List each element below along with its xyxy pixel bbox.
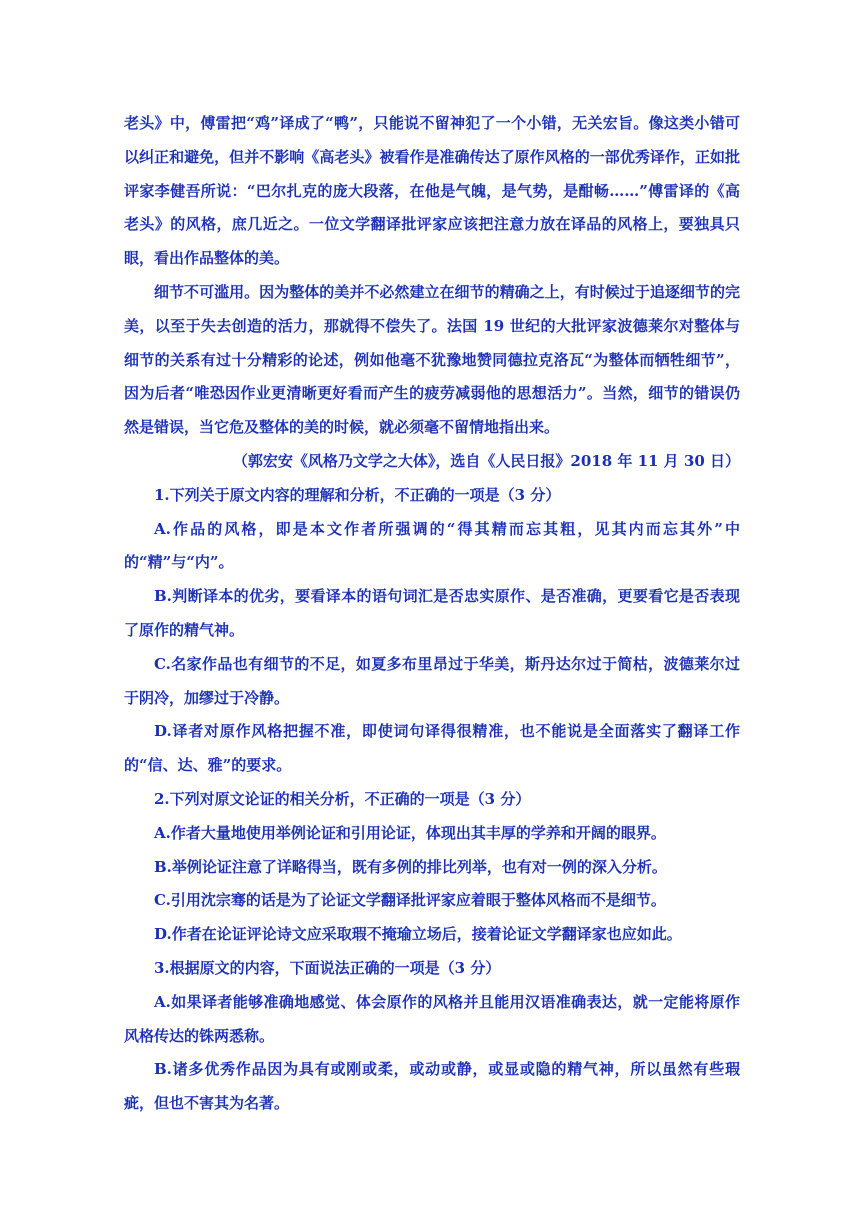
question-2-option-d: D.作者在论证评论诗文应采取瑕不掩瑜立场后，接着论证文学翻译家也应如此。	[154, 925, 682, 944]
paragraph-details: 细节不可滥用。因为整体的美并不必然建立在细节的精确之上，有时候过于追逐细节的完美，以至于失去创造的活力，那就得不偿失了。法国 19 世纪的大批评家波德莱尔对整体与细节的关系有过十分精彩的论述，例如他毫不犹豫地赞同德拉克洛瓦“为整体而牺牲细节”，因为后者“唯恐因作业更清晰更好看而产生的疲劳减弱他的思想活力”。当然，细节的错误仍然是错误，当它危及整体的美的时候，就必须毫不留情地指出来。	[124, 282, 740, 437]
question-2-option-a: A.作者大量地使用举例论证和引用论证，体现出其丰厚的学养和开阔的眼界。	[154, 823, 666, 842]
question-1-option-a: A.作品的风格，即是本文作者所强调的“得其精而忘其粗，见其内而忘其外”中的“精”与“内”。	[124, 519, 740, 572]
document-body	[124, 107, 740, 1121]
question-1-option-b: B.判断译本的优劣，要看译本的语句词汇是否忠实原作、是否准确，更要看它是否表现了原作的精气神。	[124, 587, 740, 639]
question-1-option-d: D.译者对原作风格把握不准，即使词句译得很精准，也不能说是全面落实了翻译工作的“信、达、雅”的要求。	[124, 722, 740, 775]
question-3-stem: 3.根据原文的内容，下面说法正确的一项是（3 分）	[154, 958, 501, 977]
question-3-option-b: B.诸多优秀作品因为具有或刚或柔，或动或静，或显或隐的精气神，所以虽然有些瑕疵，但也不害其为名著。	[124, 1060, 740, 1113]
question-2-option-b: B.举例论证注意了详略得当，既有多例的排比列举，也有对一例的深入分析。	[154, 857, 667, 876]
question-3-option-a: A.如果译者能够准确地感觉、体会原作的风格并且能用汉语准确表达，就一定能将原作风格传达的铢两悉称。	[124, 992, 740, 1045]
question-1-stem: 1.下列关于原文内容的理解和分析，不正确的一项是（3 分）	[154, 485, 561, 504]
paragraph-continued: 老头》中，傅雷把“鸡”译成了“鸭”，只能说不留神犯了一个小错，无关宏旨。像这类小错可以纠正和避免，但并不影响《高老头》被看作是准确传达了原作风格的一部优秀译作，正如批评家李健吾所说：“巴尔扎克的庞大段落，在他是气魄，是气势，是酣畅……”傅雷译的《高老头》的风格，庶几近之。一位文学翻译批评家应该把注意力放在译品的风格上，要独具只眼，看出作品整体的美。	[124, 114, 740, 268]
question-2-option-c: C.引用沈宗骞的话是为了论证文学翻译批评家应着眼于整体风格而不是细节。	[154, 891, 666, 910]
source-citation: （郭宏安《风格乃文学之大体》，选自《人民日报》2018 年 11 月 30 日）	[232, 451, 740, 470]
question-1-option-c: C.名家作品也有细节的不足，如夏多布里昂过于华美，斯丹达尔过于简枯，波德莱尔过于阴冷，加缪过于冷静。	[124, 654, 740, 707]
question-2-stem: 2.下列对原文论证的相关分析，不正确的一项是（3 分）	[154, 789, 531, 808]
